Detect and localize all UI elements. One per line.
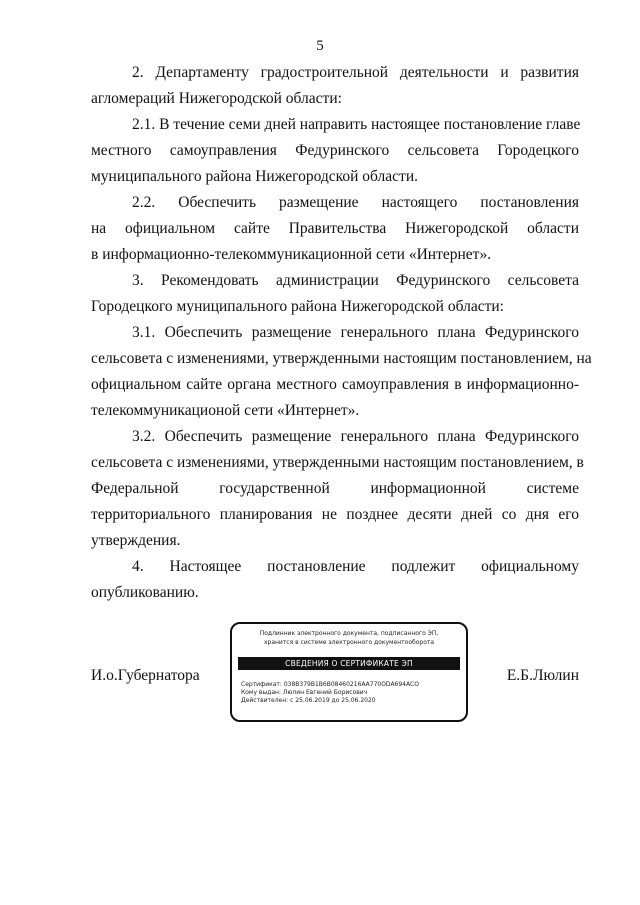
stamp-details	[241, 681, 466, 705]
paragraph-line: территориального планирования не позднее десяти дней со дня его	[91, 506, 579, 523]
paragraph-line: сельсовета с изменениями, утвержденными настоящим постановлением, на	[91, 350, 592, 367]
stamp-header	[232, 630, 466, 647]
paragraph-line: 2.2. Обеспечить размещение настоящего постановления	[132, 194, 579, 211]
stamp-issued-to: Кому выдан: Люлин Евгений Борисович	[241, 689, 368, 696]
paragraph-line: 3.2. Обеспечить размещение генерального плана Федуринского	[132, 428, 579, 445]
paragraph-line: опубликованию.	[91, 584, 199, 601]
paragraph-line: 2.1. В течение семи дней направить настоящее постановление главе	[132, 116, 581, 133]
stamp-header-line: хранится в системе электронного документооборота	[263, 638, 435, 646]
paragraph-line: 3. Рекомендовать администрации Федуринского сельсовета	[132, 272, 579, 289]
paragraph-line: 4. Настоящее постановление подлежит официальному	[132, 558, 579, 575]
paragraph-line: в информационно-телекоммуникационной сети «Интернет».	[91, 246, 492, 263]
stamp-certificate: Сертификат: 038B379B1B6B08460216AA770ODA694ACO	[241, 681, 419, 688]
paragraph-line: на официальном сайте Правительства Нижегородской области	[91, 220, 579, 237]
signatory-position: И.о.Губернатора	[91, 667, 200, 684]
paragraph-line: Федеральной государственной информационной системе	[91, 480, 579, 497]
paragraph	[91, 268, 579, 320]
paragraph-line: агломераций Нижегородской области:	[91, 90, 342, 107]
paragraph-line: сельсовета с изменениями, утвержденными настоящим постановлением, в	[91, 454, 584, 471]
page-number: 5	[316, 38, 324, 54]
stamp-header-line: Подлинник электронного документа, подписанного ЭП,	[259, 630, 439, 637]
stamp-title-bar: СВЕДЕНИЯ О СЕРТИФИКАТЕ ЭП	[238, 657, 460, 670]
paragraph	[91, 112, 579, 190]
paragraph-line: 3.1. Обеспечить размещение генерального плана Федуринского	[132, 324, 579, 341]
paragraph-line: официальном сайте органа местного самоуправления в информационно-	[91, 376, 579, 393]
stamp-validity: Действителен: с 25.06.2019 до 25.06.2020	[241, 697, 376, 704]
electronic-signature-stamp	[230, 622, 468, 722]
paragraph-line: утверждения.	[91, 532, 181, 549]
paragraph-line: Городецкого муниципального района Нижегородской области:	[91, 298, 504, 315]
paragraph	[91, 424, 584, 554]
signatory-name: Е.Б.Люлин	[506, 667, 579, 684]
paragraph	[91, 320, 592, 424]
paragraph	[91, 190, 579, 268]
paragraph-line: муниципального района Нижегородской области.	[91, 168, 418, 185]
paragraph	[91, 554, 579, 606]
paragraph-line: 2. Департаменту градостроительной деятельности и развития	[132, 64, 579, 81]
paragraph-line: телекоммуникационой сети «Интернет».	[91, 402, 360, 419]
paragraph-line: местного самоуправления Федуринского сельсовета Городецкого	[91, 142, 579, 159]
paragraph	[91, 60, 579, 112]
